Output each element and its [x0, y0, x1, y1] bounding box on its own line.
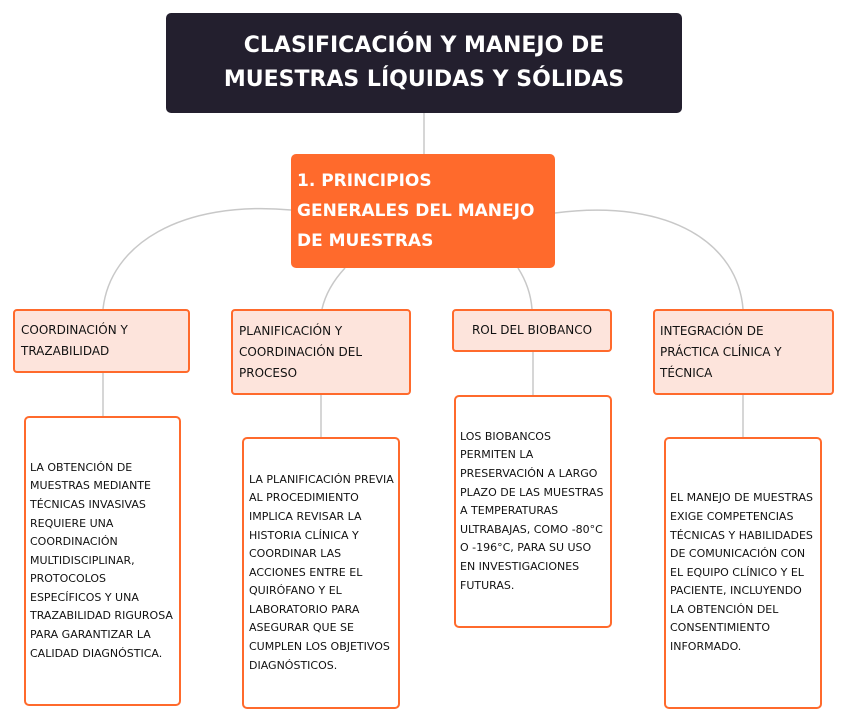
subtopic-label: COORDINACIÓN Y TRAZABILIDAD	[21, 323, 128, 358]
detail-planificacion-coordinacion	[242, 437, 400, 709]
connector-main-to-subtopic-4	[555, 210, 743, 309]
detail-coordinacion-trazabilidad	[24, 416, 181, 706]
map-title-text: CLASIFICACIÓN Y MANEJO DE MUESTRAS LÍQUIDAS Y SÓLIDAS	[223, 33, 625, 92]
main-topic	[291, 154, 555, 268]
map-title	[166, 13, 682, 113]
detail-text: LA PLANIFICACIÓN PREVIA AL PROCEDIMIENTO IMPLICA REVISAR LA HISTORIA CLÍNICA Y COORDINAR LAS ACCIONES ENTRE EL QUIRÓFANO Y EL LABORATORIO PARA ASEGURAR QUE SE CUMPLEN LOS OBJETIVOS DIAGNÓSTICOS.	[249, 472, 394, 672]
connector-main-to-subtopic-2	[322, 268, 345, 309]
detail-text: LOS BIOBANCOS PERMITEN LA PRESERVACIÓN A LARGO PLAZO DE LAS MUESTRAS A TEMPERATURAS ULTRABAJAS, COMO -80°C O -196°C, PARA SU USO EN INVESTIGACIONES FUTURAS.	[460, 429, 604, 592]
subtopic-rol-biobanco	[452, 309, 612, 352]
subtopic-label: PLANIFICACIÓN Y COORDINACIÓN DEL PROCESO	[239, 323, 363, 380]
detail-rol-biobanco	[454, 395, 612, 628]
detail-text: LA OBTENCIÓN DE MUESTRAS MEDIANTE TÉCNICAS INVASIVAS REQUIERE UNA COORDINACIÓN MULTIDISCIPLINAR, PROTOCOLOS ESPECÍFICOS Y UNA TRAZABILIDAD RIGUROSA PARA GARANTIZAR LA CALIDAD DIAGNÓSTICA.	[30, 460, 173, 660]
connector-main-to-subtopic-1	[103, 209, 291, 309]
subtopic-integracion-practica	[653, 309, 834, 395]
subtopic-label: INTEGRACIÓN DE PRÁCTICA CLÍNICA Y TÉCNICA	[660, 323, 782, 380]
detail-integracion-practica	[664, 437, 822, 709]
connector-main-to-subtopic-3	[518, 268, 532, 309]
subtopic-label: ROL DEL BIOBANCO	[471, 323, 593, 337]
main-topic-text: 1. PRINCIPIOS GENERALES DEL MANEJO DE MUESTRAS	[297, 171, 535, 251]
detail-text: EL MANEJO DE MUESTRAS EXIGE COMPETENCIAS TÉCNICAS Y HABILIDADES DE COMUNICACIÓN CON EL EQUIPO CLÍNICO Y EL PACIENTE, INCLUYENDO LA OBTENCIÓN DEL CONSENTIMIENTO INFORMADO.	[670, 491, 813, 654]
subtopic-coordinacion-trazabilidad	[13, 309, 190, 373]
subtopic-planificacion-coordinacion	[231, 309, 411, 395]
